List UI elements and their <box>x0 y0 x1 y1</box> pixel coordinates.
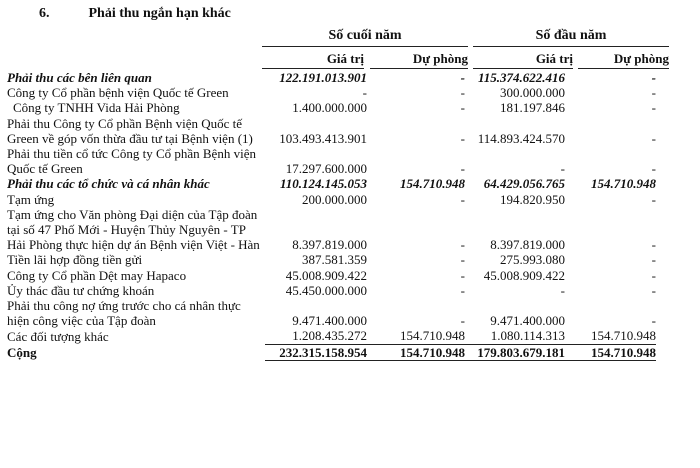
col-header-provision-end: Dự phòng <box>370 51 468 69</box>
cell-provision-start: - <box>651 70 656 85</box>
cell-value-start: 179.803.679.181 <box>465 344 565 360</box>
table-row <box>7 328 656 344</box>
cell-provision-start: - <box>651 85 656 101</box>
cell-provision-start: - <box>651 130 656 146</box>
cell-value-end: 110.124.145.053 <box>279 176 367 192</box>
row-label: Công ty Cổ phần Dệt may Hapaco <box>7 267 187 283</box>
cell-value-start: - <box>560 282 565 298</box>
cell-value-end: 1.208.435.272 <box>265 328 367 344</box>
row-label: Các đối tượng khác <box>7 328 109 344</box>
row-label: Tạm ứng <box>7 191 55 207</box>
table-row <box>7 192 656 207</box>
cell-value-end: 45.450.000.000 <box>285 282 367 298</box>
table-row <box>7 176 656 191</box>
cell-provision-start: 154.710.948 <box>565 344 656 360</box>
cell-value-end: 387.581.359 <box>302 252 367 268</box>
receivables-table <box>7 70 656 361</box>
section-number: 6. <box>39 6 50 21</box>
cell-provision-end: - <box>460 313 465 329</box>
cell-provision-end: - <box>460 85 465 101</box>
cell-provision-start: - <box>651 282 656 298</box>
col-header-value-start: Giá trị <box>473 51 573 69</box>
cell-provision-start: - <box>651 252 656 268</box>
cell-provision-end: - <box>460 237 465 253</box>
row-label: Cộng <box>7 345 37 361</box>
row-label: Tạm ứng cho Văn phòng Đại diện của Tập đoàn tại số 47 Phố Mới - Huyện Thủy Nguyên - TP Hải Phòng thực hiện dự án Bệnh viện Việt - Hàn <box>7 206 260 253</box>
table-row <box>7 252 656 267</box>
cell-provision-start: - <box>651 267 656 283</box>
table-row <box>7 283 656 298</box>
table-row <box>7 70 656 85</box>
table-row <box>7 298 656 328</box>
cell-provision-end: - <box>460 252 465 268</box>
cell-provision-end: - <box>460 191 465 207</box>
cell-value-start: - <box>560 161 565 177</box>
cell-value-end: 200.000.000 <box>302 191 367 207</box>
section-heading <box>39 6 231 22</box>
table-row <box>7 207 656 253</box>
cell-value-start: 275.993.080 <box>500 252 565 268</box>
cell-provision-start: - <box>651 100 656 116</box>
cell-provision-end: 154.710.948 <box>367 344 465 360</box>
cell-value-start: 45.008.909.422 <box>483 267 565 283</box>
cell-provision-end: - <box>460 282 465 298</box>
cell-value-start: 9.471.400.000 <box>490 313 565 329</box>
cell-value-start: 64.429.056.765 <box>483 176 565 192</box>
table-row <box>7 268 656 283</box>
row-label: Công ty TNHH Vida Hải Phòng <box>13 100 180 116</box>
cell-value-end: 103.493.413.901 <box>279 130 367 146</box>
cell-provision-end: - <box>460 130 465 146</box>
col-header-value-end: Giá trị <box>262 51 364 69</box>
cell-provision-end: 154.710.948 <box>367 328 465 344</box>
cell-provision-start: - <box>651 313 656 329</box>
col-header-provision-start: Dự phòng <box>578 51 669 69</box>
cell-provision-end: - <box>460 70 465 85</box>
cell-value-start: 1.080.114.313 <box>465 328 565 344</box>
cell-value-start: 8.397.819.000 <box>490 237 565 253</box>
cell-value-start: 115.374.622.416 <box>477 70 565 85</box>
table-total-row <box>7 344 656 360</box>
cell-value-end: 9.471.400.000 <box>292 313 367 329</box>
cell-value-end: 8.397.819.000 <box>292 237 367 253</box>
cell-value-end: - <box>362 85 367 101</box>
row-label: Phải thu các tổ chức và cá nhân khác <box>7 176 210 192</box>
row-label: Ủy thác đầu tư chứng khoán <box>7 282 155 298</box>
cell-provision-end: - <box>460 100 465 116</box>
cell-provision-start: 154.710.948 <box>591 176 656 192</box>
cell-value-end: 1.400.000.000 <box>292 100 367 116</box>
table-row <box>7 85 656 100</box>
table-row <box>7 116 656 146</box>
table-row <box>7 146 656 176</box>
cell-value-start: 114.893.424.570 <box>477 130 565 146</box>
cell-value-start: 181.197.846 <box>500 100 565 116</box>
row-label: Phải thu Công ty Cổ phần Bệnh viện Quốc tế Green về góp vốn thừa đầu tư tại Bệnh viện (1) <box>7 115 253 146</box>
cell-value-end: 232.315.158.954 <box>265 344 367 360</box>
row-label: Công ty Cổ phần bệnh viện Quốc tế Green <box>7 85 229 101</box>
row-label: Phải thu các bên liên quan <box>7 70 152 85</box>
cell-value-start: 300.000.000 <box>500 85 565 101</box>
row-label: Tiền lãi hợp đồng tiền gửi <box>7 252 143 268</box>
cell-provision-start: - <box>651 161 656 177</box>
cell-provision-end: - <box>460 267 465 283</box>
header-end-of-year: Số cuối năm <box>262 28 468 47</box>
cell-provision-start: 154.710.948 <box>565 328 656 344</box>
row-label: Phải thu tiền cổ tức Công ty Cổ phần Bệnh viện Quốc tế Green <box>7 146 256 177</box>
row-label: Phải thu công nợ ứng trước cho cá nhân thực hiện công việc của Tập đoàn <box>7 298 241 329</box>
cell-value-end: 45.008.909.422 <box>285 267 367 283</box>
header-start-of-year: Số đầu năm <box>473 28 669 47</box>
cell-value-end: 17.297.600.000 <box>285 161 367 177</box>
cell-value-end: 122.191.013.901 <box>279 70 367 85</box>
section-title: Phải thu ngắn hạn khác <box>88 6 231 21</box>
table-row <box>7 100 656 115</box>
cell-provision-end: - <box>460 161 465 177</box>
cell-provision-start: - <box>651 191 656 207</box>
cell-provision-end: 154.710.948 <box>400 176 465 192</box>
cell-provision-start: - <box>651 237 656 253</box>
cell-value-start: 194.820.950 <box>500 191 565 207</box>
